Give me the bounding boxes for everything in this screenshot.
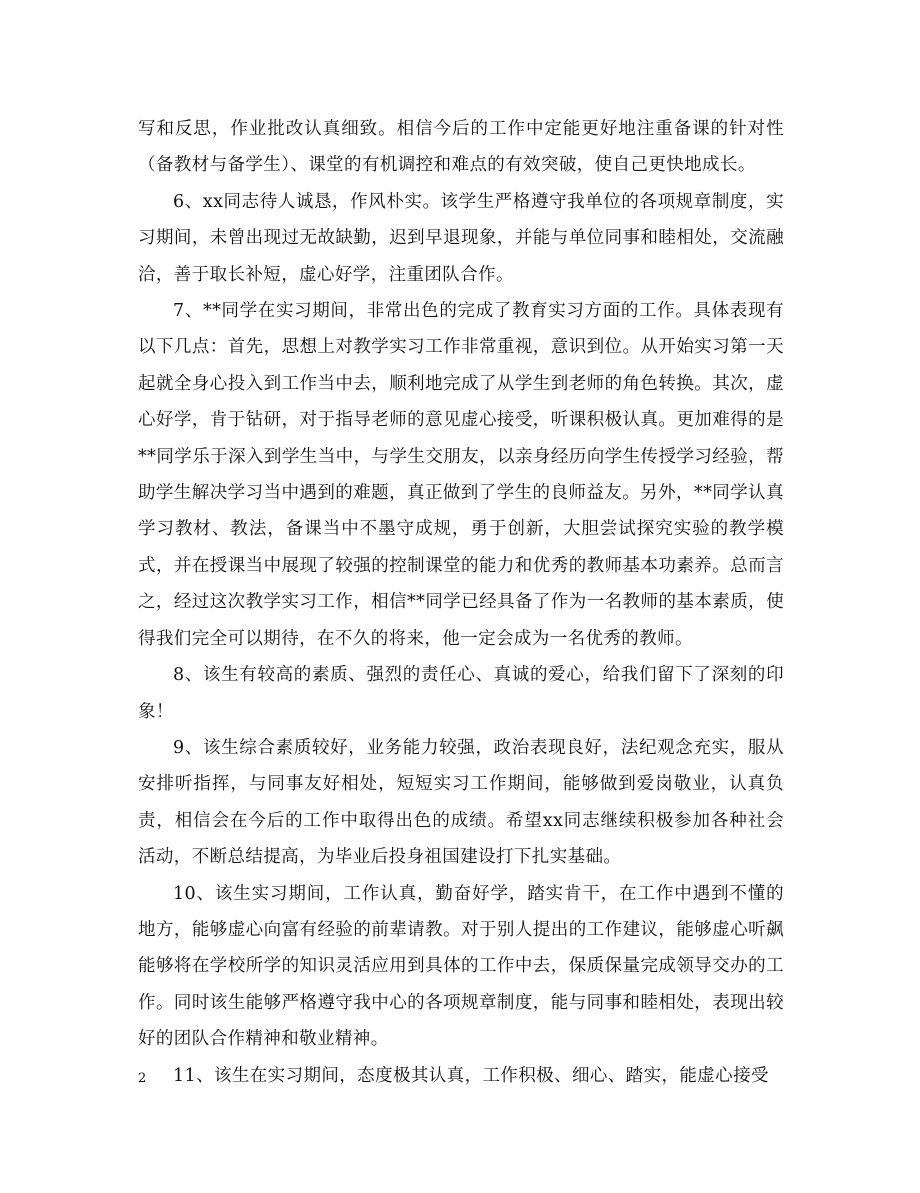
paragraph-item-9: 9、该生综合素质较好，业务能力较强，政治表现良好，法纪观念充实，服从安排听指挥，与同事友好相处，短短实习工作期间，能够做到爱岗敬业，认真负责，相信会在今后的工作中取得出色的成绩。希望xx同志继续积极参加各种社会活动，不断总结提高，为毕业后投身祖国建设打下扎实基础。 (138, 737, 784, 868)
page-number: 2 (138, 1071, 147, 1086)
paragraph-continuation: 写和反思，作业批改认真细致。相信今后的工作中定能更好地注重备课的针对性（备教材与备学生）、课堂的有机调控和难点的有效突破，使自己更快地成长。 (138, 119, 784, 176)
paragraph-item-6: 6、xx同志待人诚恳，作风朴实。该学生严格遵守我单位的各项规章制度，实习期间，未曾出现过无故缺勤，迟到早退现象，并能与单位同事和睦相处，交流融洽，善于取长补短，虚心好学，注重团队合作。 (138, 191, 784, 285)
paragraph-item-10: 10、该生实习期间，工作认真，勤奋好学，踏实肯干，在工作中遇到不懂的地方，能够虚心向富有经验的前辈请教。对于别人提出的工作建议，能够虚心听飙能够将在学校所学的知识灵活应用到具体的工作中去，保质保量完成领导交办的工作。同时该生能够严格遵守我中心的各项规章制度，能与同事和睦相处，表现出较好的团队合作精神和敬业精神。 (138, 883, 784, 1050)
paragraph-item-11: 11、该生在实习期间，态度极其认真，工作积极、细心、踏实，能虚心接受 (173, 1065, 769, 1086)
paragraph-item-8: 8、该生有较高的素质、强烈的责任心、真诚的爱心，给我们留下了深刻的印象！ (138, 665, 784, 722)
paragraph-item-7: 7、**同学在实习期间，非常出色的完成了教育实习方面的工作。具体表现有以下几点：首先，思想上对教学实习工作非常重视，意识到位。从开始实习第一天起就全身心投入到工作当中去，顺利地完成了从学生到老师的角色转换。其次，虚心好学，肯于钻研，对于指导老师的意见虚心接受，听课积极认真。更加难得的是**同学乐于深入到学生当中，与学生交朋友，以亲身经历向学生传授学习经验，帮助学生解决学习当中遇到的难题，真正做到了学生的良师益友。另外，**同学认真学习教材、教法，备课当中不墨守成规，勇于创新，大胆尝试探究实验的教学模式，并在授课当中展现了较强的控制课堂的能力和优秀的教师基本功素养。总而言之，经过这次教学实习工作，相信**同学已经具备了作为一名教师的基本素质，使得我们完全可以期待，在不久的将来，他一定会成为一名优秀的教师。 (138, 301, 784, 649)
body-text (138, 111, 784, 1094)
